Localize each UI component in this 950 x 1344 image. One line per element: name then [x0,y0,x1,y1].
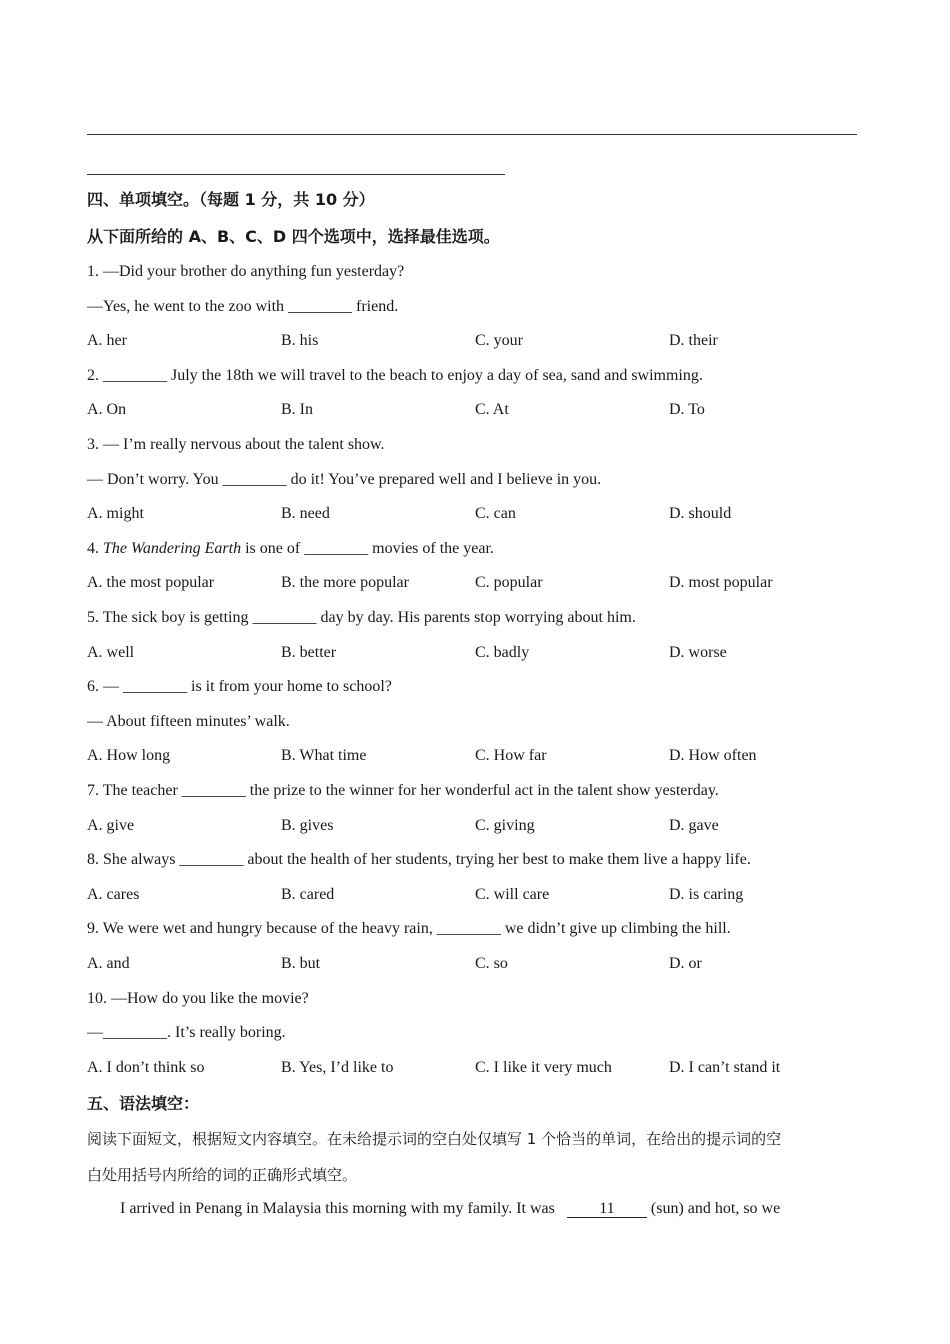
question-text: 4. [87,539,103,557]
question-6-option-c[interactable]: C. How far [475,747,547,765]
question-8-option-a[interactable]: A. cares [87,885,140,903]
question-10-option-c[interactable]: C. I like it very much [475,1058,612,1076]
question-10-option-b[interactable]: B. Yes, I’d like to [281,1058,394,1076]
answer-line-2 [87,174,505,175]
question-4-option-b[interactable]: B. the more popular [281,574,409,592]
question-10-line-2 [87,1023,286,1043]
question-9-option-b[interactable]: B. but [281,955,321,972]
question-2-option-a[interactable]: A. On [87,401,127,419]
question-1-line-1 [87,262,404,282]
question-1-option-c[interactable]: C. your [475,332,523,350]
question-text: —Yes, he went to the zoo with ________ friend. [87,297,399,315]
question-7-option-a[interactable]: A. give [87,816,135,834]
question-8-option-c[interactable]: C. will care [475,885,550,903]
question-7-option-d[interactable]: D. gave [669,816,719,834]
question-3-option-b[interactable]: B. need [281,505,330,523]
question-text: 5. The sick boy is getting ________ day by day. His parents stop worrying about him. [87,609,636,626]
question-9-option-c[interactable]: C. so [475,955,508,972]
question-text-rest: is one of ________ movies of the year. [241,539,494,557]
question-2-option-d[interactable]: D. To [669,401,705,419]
blank-11 [567,1201,647,1218]
question-text: 7. The teacher ________ the prize to the winner for her wonderful act in the talent show yesterday. [87,782,719,799]
question-5-option-a[interactable]: A. well [87,643,135,661]
section-5-instruction-2: 白处用括号内所给的词的正确形式填空。 [87,1166,358,1184]
question-2-line-1 [87,366,703,386]
question-6-line-2 [87,712,290,732]
question-5-option-d[interactable]: D. worse [669,643,727,661]
question-8-option-b[interactable]: B. cared [281,885,335,903]
question-text: — Don’t worry. You ________ do it! You’ve prepared well and I believe in you. [87,470,602,488]
section-4-instruction: 从下面所给的 A、B、C、D 四个选项中，选择最佳选项。 [87,227,500,246]
question-3-line-1 [87,435,385,455]
question-5-line-1 [87,608,636,628]
question-5-option-c[interactable]: C. badly [475,643,530,661]
question-1-option-b[interactable]: B. his [281,332,319,350]
question-7-option-b[interactable]: B. gives [281,816,334,834]
movie-title: The Wandering Earth [103,539,242,557]
question-text: 10. —How do you like the movie? [87,989,309,1007]
question-8-option-d[interactable]: D. is caring [669,885,744,903]
question-4-option-d[interactable]: D. most popular [669,574,773,592]
question-text: 3. — I’m really nervous about the talent show. [87,436,385,453]
question-9-line-1 [87,919,731,939]
question-3-option-c[interactable]: C. can [475,505,516,523]
question-text: 6. — ________ is it from your home to school? [87,678,392,696]
question-5-option-b[interactable]: B. better [281,643,337,661]
question-text: 1. —Did your brother do anything fun yesterday? [87,263,405,280]
question-10-option-a[interactable]: A. I don’t think so [87,1058,205,1076]
question-4-line-1 [87,539,494,559]
question-text: —________. It’s really boring. [87,1024,286,1042]
question-9-option-d[interactable]: D. or [669,955,702,972]
question-10-line-1 [87,989,309,1009]
answer-line-1 [87,134,857,135]
question-3-option-d[interactable]: D. should [669,505,732,523]
question-6-option-a[interactable]: A. How long [87,747,171,765]
question-4-option-c[interactable]: C. popular [475,574,543,592]
passage-line [120,1199,780,1219]
question-1-option-a[interactable]: A. her [87,332,127,350]
question-3-option-a[interactable]: A. might [87,505,144,523]
question-8-line-1 [87,850,751,870]
passage-text: I arrived in Penang in Malaysia this morning with my family. It was [120,1200,555,1217]
section-5-title: 五、语法填空： [87,1094,200,1113]
question-7-option-c[interactable]: C. giving [475,816,535,834]
question-6-option-d[interactable]: D. How often [669,747,757,765]
question-6-line-1 [87,677,392,697]
question-3-line-2 [87,470,601,490]
question-7-line-1 [87,781,719,801]
section-5-instruction-1: 阅读下面短文，根据短文内容填空。在未给提示词的空白处仅填写 1 个恰当的单词，在给出的提示词的空 [87,1130,782,1148]
question-10-option-d[interactable]: D. I can’t stand it [669,1058,781,1076]
question-4-option-a[interactable]: A. the most popular [87,574,215,592]
question-6-option-b[interactable]: B. What time [281,747,367,765]
question-2-option-c[interactable]: C. At [475,401,509,419]
question-2-option-b[interactable]: B. In [281,401,313,419]
question-text: 2. ________ July the 18th we will travel to the beach to enjoy a day of sea, sand and swimming. [87,366,703,384]
passage-hint: (sun) and hot, so we [650,1200,781,1217]
question-text: 8. She always ________ about the health of her students, trying her best to make them live a happy life. [87,851,751,869]
question-1-line-2 [87,297,398,317]
question-text: — About fifteen minutes’ walk. [87,712,290,730]
section-4-title: 四、单项填空。（每题 1 分，共 10 分） [87,190,375,209]
blank-number: 11 [599,1200,615,1217]
question-1-option-d[interactable]: D. their [669,332,718,350]
question-9-option-a[interactable]: A. and [87,955,130,972]
question-text: 9. We were wet and hungry because of the heavy rain, ________ we didn’t give up climbing the hill. [87,920,731,938]
